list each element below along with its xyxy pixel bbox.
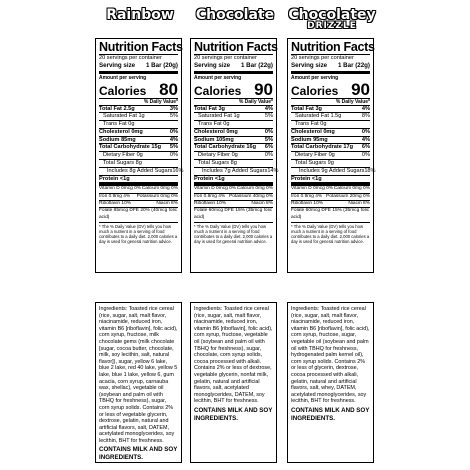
- calories-row: [194, 81, 273, 98]
- vitamin-row: [291, 200, 370, 207]
- nutrient-dv: 4%: [361, 136, 370, 143]
- serving-size: [194, 62, 273, 70]
- nutrient-label: Trans Fat 0g: [295, 121, 327, 128]
- nutrient-row: [99, 128, 178, 136]
- column-title-text: Rainbow: [106, 7, 174, 23]
- folate-row: [291, 207, 370, 221]
- nutrient-label: Sodium 105mg: [194, 136, 234, 143]
- serving-size: [291, 62, 370, 70]
- nutrient-dv: 0%: [264, 128, 273, 135]
- nutrient-row: [194, 128, 273, 136]
- nutrient-dv: 6%: [264, 144, 273, 151]
- vitamin-right: Calcium 0mg 0%: [141, 186, 178, 192]
- nutrient-row: [194, 136, 273, 144]
- vitamin-left: Riboflavin 10%: [99, 201, 131, 207]
- nutrient-row: [99, 105, 178, 113]
- nutrient-row: [99, 136, 178, 144]
- column-title: [262, 9, 402, 31]
- vitamin-right: Potassium 40mg 0%: [229, 193, 273, 199]
- serving-size-label: Serving size: [291, 61, 328, 69]
- nutrient-row: [194, 143, 273, 151]
- ingredients-panel: [190, 302, 277, 463]
- nutrient-dv: 5%: [169, 144, 178, 151]
- vitamin-right: Niacin 8%: [156, 201, 178, 207]
- nutrient-label: Trans Fat 0g: [103, 121, 135, 128]
- calories-value: 90: [254, 79, 273, 99]
- nutrient-dv: 8%: [361, 113, 370, 120]
- nutrient-label: Protein <1g: [99, 175, 130, 182]
- vitamin-row: [194, 185, 273, 192]
- nutrient-label: Cholesterol 0mg: [99, 128, 143, 135]
- nutrient-label: Dietary Fiber 0g: [295, 152, 335, 159]
- nutrient-label: Trans Fat 0g: [198, 121, 230, 128]
- vitamin-left: Riboflavin 10%: [291, 201, 323, 207]
- folate-row: [99, 207, 178, 221]
- vitamin-right: Calcium 0mg 0%: [333, 186, 370, 192]
- nutrient-row: [291, 167, 376, 175]
- nutrient-label: Total Carbohydrate 17g: [291, 144, 354, 151]
- nutrient-row: [291, 105, 370, 113]
- nutrient-label: Sodium 85mg: [99, 136, 136, 143]
- nutrient-label: Saturated Fat 1g: [103, 113, 145, 120]
- serving-size: [99, 62, 178, 70]
- nutrient-label: Includes 8g Added Sugars: [107, 167, 173, 174]
- nutrient-label: Total Fat 3g: [194, 105, 225, 112]
- nutrient-label: Total Carbohydrate 15g: [99, 144, 162, 151]
- nutrition-facts-panel: [190, 38, 277, 273]
- nutrient-row: [291, 136, 370, 144]
- nutrient-row: [194, 151, 273, 159]
- ingredients-text: Ingredients: Toasted rice cereal (rice, sugar, salt, malt flavor, niacinamide, reduced iron, vitamin B6 [riboflavin], folic acid), corn syrup, fructose, vegetable oil (soybean and palm oil with TBHQ for freshness), sugar, chocolate, corn syrup solids, cocoa processed with alkali. Contains 2% or less of dextrose, vegetable glycerin, nonfat milk, gelatin, natural and artificial flavors, salt, acetylated monoglycerides, DATEM, soy lecithin, BHT for freshness.: [194, 306, 273, 405]
- nutrient-row: [99, 175, 178, 186]
- amount-per-serving: Amount per serving: [291, 74, 339, 81]
- vitamin-left: Riboflavin 10%: [194, 201, 226, 207]
- serving-size-value: 1 Bar (20g): [146, 61, 178, 69]
- vitamin-row: [99, 193, 178, 200]
- calories-value: 80: [159, 79, 178, 99]
- nutrient-label: Total Fat 3g: [291, 105, 322, 112]
- nutrient-label: Total Sugars 9g: [295, 160, 334, 167]
- nutrient-row: [99, 143, 178, 151]
- nutrient-dv: 0%: [361, 128, 370, 135]
- nutrient-dv: 0%: [264, 152, 273, 159]
- daily-value-header: % Daily Value*: [99, 98, 178, 105]
- allergen-statement: CONTAINS MILK AND SOY INGREDIENTS.: [291, 406, 370, 422]
- calories-label: Calories: [194, 83, 242, 98]
- calories-row: [99, 81, 178, 98]
- vitamin-row: [194, 193, 273, 200]
- ingredients-panel: [287, 302, 374, 463]
- nutrient-row: [99, 120, 178, 128]
- nutrient-dv: 5%: [264, 113, 273, 120]
- nutrient-row: [99, 151, 178, 159]
- amount-per-serving: Amount per serving: [194, 74, 242, 81]
- vitamin-left: Iron 0.9mg 4%: [291, 193, 323, 199]
- nutrient-row: [291, 175, 370, 186]
- daily-value-header: % Daily Value*: [291, 98, 370, 105]
- nutrient-row: [99, 167, 184, 175]
- nutrient-label: Sodium 95mg: [291, 136, 328, 143]
- ingredients-text: Ingredients: Toasted rice cereal (rice, sugar, salt, malt flavor, niacinamide, reduced iron, vitamin B6 [riboflavin], folic acid), corn syrup, fructose, milk chocolate gems (milk chocolate [sugar, cocoa butter, chocolate, milk, soy lecithin, salt, natural flavor]), sugar, yellow 6 lake, blue 2 lake, red 40 lake, yellow 5 lake, blue 1 lake, yellow 6, gum acacia, corn syrup, carnauba wax, shellac), vegetable oil (soybean and palm oil with TBHQ for freshness), sugar, corn syrup solids. Contains 2% or less of vegetable glycerin, dextrose, gelatin, natural and artificial flavors, salt, DATEM, acetylated monoglycerides, soy lecithin, BHT for freshness.: [99, 306, 178, 444]
- serving-size-label: Serving size: [194, 61, 231, 69]
- vitamin-right: Niacin 8%: [348, 201, 370, 207]
- vitamin-right: Niacin 8%: [251, 201, 273, 207]
- nutrient-dv: 0%: [361, 152, 370, 159]
- nutrition-facts-heading: Nutrition Facts: [99, 40, 183, 54]
- nutrient-row: [291, 112, 370, 120]
- nutrient-row: [291, 151, 370, 159]
- vitamin-right: Potassium 0mg 0%: [136, 193, 178, 199]
- nutrient-label: Dietary Fiber 0g: [198, 152, 238, 159]
- nutrient-row: [194, 175, 273, 186]
- nutrient-label: Cholesterol 0mg: [194, 128, 238, 135]
- calories-label: Calories: [291, 83, 339, 98]
- servings-per-container: 20 servings per container: [99, 54, 178, 62]
- nutrition-facts-heading: Nutrition Facts: [291, 40, 375, 54]
- vitamin-row: [291, 193, 370, 200]
- nutrient-row: [194, 105, 273, 113]
- daily-value-footnote: * The % Daily Value (DV) tells you how much a nutrient in a serving of food contributes to a daily diet. 2,000 calories a day is used for general nutrition advice.: [291, 223, 370, 244]
- nutrient-row: [194, 159, 273, 167]
- vitamin-row: [99, 185, 178, 192]
- folate-row: [194, 207, 273, 221]
- nutrient-label: Protein <1g: [194, 175, 225, 182]
- ingredients-panel: [95, 302, 182, 463]
- nutrient-label: Saturated Fat 1.5g: [295, 113, 342, 120]
- nutrient-dv: 4%: [169, 136, 178, 143]
- nutrient-label: Cholesterol 0mg: [291, 128, 335, 135]
- vitamin-right: Potassium 20mg 0%: [326, 193, 370, 199]
- nutrient-row: [99, 112, 178, 120]
- allergen-statement: CONTAINS MILK AND SOY INGREDIENTS.: [99, 446, 178, 462]
- amount-per-serving: Amount per serving: [99, 74, 147, 81]
- daily-value-header: % Daily Value*: [194, 98, 273, 105]
- nutrition-facts-panel: [95, 38, 182, 273]
- nutrient-dv: 4%: [361, 105, 370, 112]
- calories-value: 90: [351, 79, 370, 99]
- vitamin-row: [99, 200, 178, 207]
- folate-text: Folate 85mcg DFE 20% (40mcg folic acid): [99, 208, 178, 220]
- allergen-statement: CONTAINS MILK AND SOY INGREDIENTS.: [194, 406, 273, 422]
- nutrient-dv: 3%: [169, 105, 178, 112]
- nutrient-row: [194, 112, 273, 120]
- nutrient-row: [291, 120, 370, 128]
- nutrient-label: Total Sugars 8g: [198, 160, 237, 167]
- nutrient-row: [194, 120, 273, 128]
- vitamin-left: Iron 0.9mg 4%: [194, 193, 226, 199]
- nutrient-dv: 14%: [267, 167, 279, 174]
- nutrition-facts-panel: [287, 38, 374, 273]
- vitamin-row: [291, 185, 370, 192]
- nutrient-row: [291, 143, 370, 151]
- nutrient-row: [194, 167, 279, 175]
- serving-size-value: 1 Bar (22g): [338, 61, 370, 69]
- nutrient-dv: 16%: [172, 167, 184, 174]
- folate-text: Folate 60mcg DFE 15% (35mcg folic acid): [291, 208, 370, 220]
- nutrient-dv: 4%: [264, 105, 273, 112]
- nutrient-dv: 6%: [361, 144, 370, 151]
- nutrient-row: [291, 159, 370, 167]
- nutrient-label: Total Carbohydrate 16g: [194, 144, 257, 151]
- nutrient-label: Includes 7g Added Sugars: [202, 167, 268, 174]
- column-title-text: Chocolatey: [288, 7, 376, 23]
- nutrient-row: [99, 159, 178, 167]
- vitamin-row: [194, 200, 273, 207]
- serving-size-value: 1 Bar (22g): [241, 61, 273, 69]
- nutrient-label: Total Sugars 8g: [103, 160, 142, 167]
- vitamin-left: Vitamin D 0mcg 0%: [99, 186, 142, 192]
- nutrient-dv: 0%: [169, 152, 178, 159]
- vitamin-left: Vitamin D 0mcg 0%: [194, 186, 237, 192]
- nutrient-row: [291, 128, 370, 136]
- nutrient-label: Dietary Fiber 0g: [103, 152, 143, 159]
- vitamin-left: Vitamin D 0mcg 0%: [291, 186, 334, 192]
- folate-text: Folate 60mcg DFE 15% (35mcg folic acid): [194, 208, 273, 220]
- nutrient-label: Total Fat 2.5g: [99, 105, 135, 112]
- nutrient-dv: 0%: [169, 128, 178, 135]
- nutrient-label: Saturated Fat 1g: [198, 113, 240, 120]
- column-subtitle: DRIZZLE: [307, 21, 357, 31]
- nutrient-dv: 5%: [169, 113, 178, 120]
- column-title-text: Chocolate: [195, 7, 275, 23]
- vitamin-left: Iron 0.9mg 4%: [99, 193, 131, 199]
- daily-value-footnote: * The % Daily Value (DV) tells you how much a nutrient in a serving of food contributes to a daily diet. 2,000 calories a day is used for general nutrition advice.: [99, 223, 178, 244]
- nutrient-label: Protein <1g: [291, 175, 322, 182]
- vitamin-right: Calcium 0mg 0%: [236, 186, 273, 192]
- serving-size-label: Serving size: [99, 61, 136, 69]
- servings-per-container: 20 servings per container: [291, 54, 370, 62]
- calories-label: Calories: [99, 83, 147, 98]
- nutrient-label: Includes 9g Added Sugars: [299, 167, 365, 174]
- ingredients-text: Ingredients: Toasted rice cereal (rice, sugar, salt, malt flavor, niacinamide, reduced iron, vitamin B6 [riboflavin], folic acid), corn syrup, fructose, sugar, vegetable oil (soybean and palm oil with TBHQ for freshness, hydrogenated palm kernel oil), corn syrup solids. Contains 2% or less of glycerin, dextrose, cocoa processed with alkali, gelatin, natural and artificial flavors, salt, whey, DATEM, acetylated monoglycerides, soy lecithin, BHT for freshness.: [291, 306, 370, 405]
- daily-value-footnote: * The % Daily Value (DV) tells you how much a nutrient in a serving of food contributes to a daily diet. 2,000 calories a day is used for general nutrition advice.: [194, 223, 273, 244]
- nutrient-dv: 18%: [364, 167, 376, 174]
- calories-row: [291, 81, 370, 98]
- nutrition-facts-heading: Nutrition Facts: [194, 40, 278, 54]
- nutrient-dv: 5%: [264, 136, 273, 143]
- servings-per-container: 20 servings per container: [194, 54, 273, 62]
